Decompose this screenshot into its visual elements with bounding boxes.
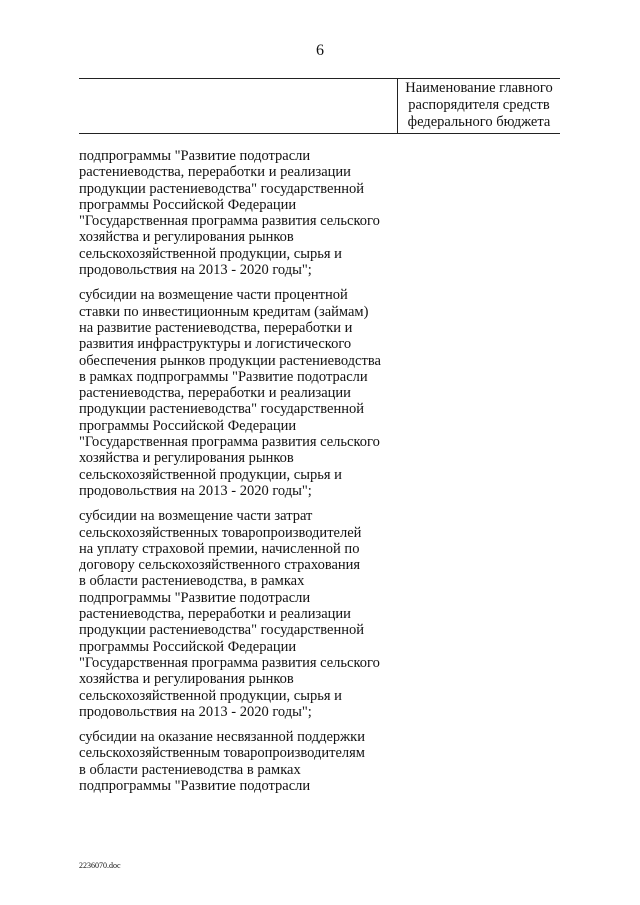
- text-line: растениеводства, переработки и реализации: [79, 385, 351, 402]
- text-line: сельскохозяйственным товаропроизводителям: [79, 745, 365, 762]
- text-line: на развитие растениеводства, переработки и: [79, 319, 353, 336]
- text-line: в области растениеводства в рамках: [79, 761, 301, 778]
- paragraph-unrelated-support-subsidies: [79, 729, 409, 794]
- column-header-budget-administrator: [398, 80, 560, 131]
- text-line: хозяйства и регулирования рынков: [79, 450, 294, 467]
- text-line: подпрограммы "Развитие подотрасли: [79, 777, 311, 794]
- table-top-rule: [79, 78, 560, 79]
- text-line: растениеводства, переработки и реализации: [79, 606, 351, 623]
- page-number: 6: [316, 42, 324, 59]
- paragraph-subprogram-continuation: [79, 148, 409, 278]
- text-line: "Государственная программа развития сельского: [79, 434, 380, 451]
- text-line: продовольствия на 2013 - 2020 годы";: [79, 482, 312, 499]
- footer-filename: 2236070.doc: [79, 861, 121, 870]
- column-header-line: распорядителя средств: [408, 97, 550, 113]
- text-line: хозяйства и регулирования рынков: [79, 229, 294, 246]
- text-line: субсидии на возмещение части затрат: [79, 508, 313, 525]
- text-line: субсидии на возмещение части процентной: [79, 287, 348, 304]
- document-body: [79, 148, 409, 803]
- text-line: договору сельскохозяйственного страхования: [79, 557, 361, 574]
- text-line: сельскохозяйственной продукции, сырья и: [79, 245, 342, 262]
- text-line: подпрограммы "Развитие подотрасли: [79, 148, 311, 164]
- text-line: обеспечения рынков продукции растениеводства: [79, 352, 381, 369]
- text-line: сельскохозяйственной продукции, сырья и: [79, 687, 342, 704]
- text-line: хозяйства и регулирования рынков: [79, 671, 294, 688]
- text-line: в рамках подпрограммы "Развитие подотрасли: [79, 368, 368, 385]
- text-line: сельскохозяйственных товаропроизводителей: [79, 524, 362, 541]
- text-line: подпрограммы "Развитие подотрасли: [79, 589, 311, 606]
- paragraph-interest-rate-subsidies: [79, 287, 409, 499]
- text-line: "Государственная программа развития сельского: [79, 654, 380, 671]
- text-line: развития инфраструктуры и логистического: [79, 336, 352, 353]
- column-header-line: федерального бюджета: [407, 114, 551, 130]
- text-line: продовольствия на 2013 - 2020 годы";: [79, 703, 312, 720]
- text-line: растениеводства, переработки и реализации: [79, 164, 351, 181]
- text-line: программы Российской Федерации: [79, 196, 297, 213]
- text-line: продукции растениеводства" государственной: [79, 180, 364, 197]
- column-header-line: Наименование главного: [405, 80, 553, 96]
- text-line: программы Российской Федерации: [79, 638, 297, 655]
- text-line: "Государственная программа развития сельского: [79, 213, 380, 230]
- text-line: в области растениеводства, в рамках: [79, 573, 305, 590]
- table-bottom-rule: [79, 133, 560, 134]
- text-line: продукции растениеводства" государственной: [79, 622, 364, 639]
- text-line: программы Российской Федерации: [79, 417, 297, 434]
- text-line: продовольствия на 2013 - 2020 годы";: [79, 262, 312, 279]
- text-line: сельскохозяйственной продукции, сырья и: [79, 466, 342, 483]
- text-line: продукции растениеводства" государственной: [79, 401, 364, 418]
- paragraph-insurance-premium-subsidies: [79, 508, 409, 720]
- text-line: ставки по инвестиционным кредитам (займам): [79, 303, 369, 320]
- text-line: на уплату страховой премии, начисленной по: [79, 540, 360, 557]
- text-line: субсидии на оказание несвязанной поддержки: [79, 729, 365, 746]
